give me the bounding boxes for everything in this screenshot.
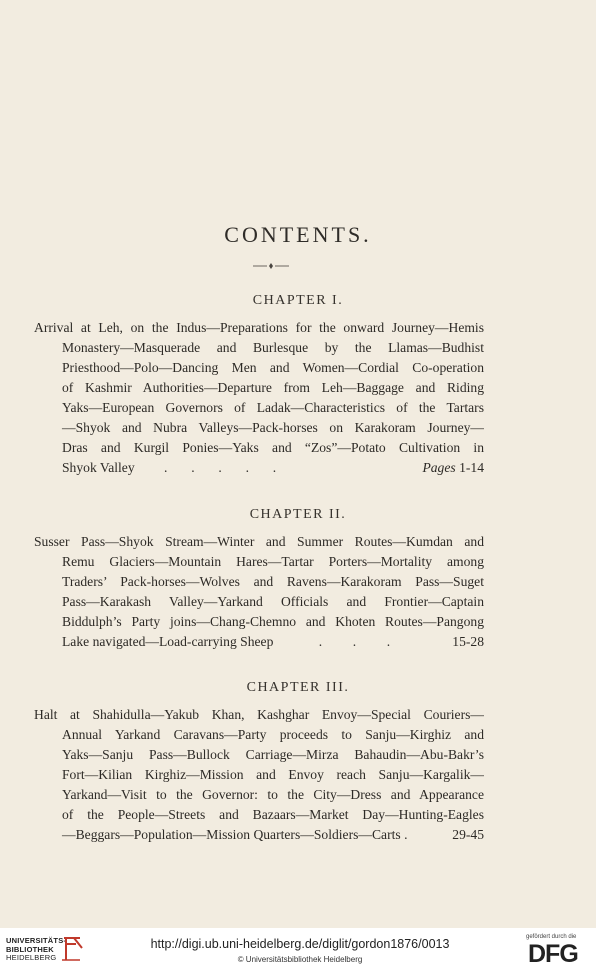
summary-line: Yaks—Sanju Pass—Bullock Carriage—Mirza Bahaudin—Abu-Bakr’s xyxy=(62,747,484,762)
summary-text: Lake navigated—Load-carrying Sheep xyxy=(62,634,274,649)
summary-text: —Beggars—Population—Mission Quarters—Soldiers—Carts . xyxy=(62,827,408,842)
chapter-3-heading: CHAPTER III. xyxy=(246,680,350,695)
library-name xyxy=(6,937,66,963)
contents-title: CONTENTS. xyxy=(224,222,372,247)
summary-line-last xyxy=(34,458,484,478)
summary-line: Yaks—European Governors of Ladak—Characteristics of the Tartars xyxy=(62,400,484,415)
ornament-divider xyxy=(253,262,289,270)
chapter-1-heading: CHAPTER I. xyxy=(252,293,344,308)
summary-line: Dras and Kurgil Ponies—Yaks and “Zos”—Potato Cultivation in xyxy=(62,440,484,455)
permalink-url[interactable]: http://digi.ub.uni-heidelberg.de/diglit/gordon1876/0013 xyxy=(150,937,450,951)
dfg-logo: DFG xyxy=(528,940,578,968)
summary-line: Annual Yarkand Caravans—Party proceeds to Sanju—Kirghiz and xyxy=(62,727,484,742)
summary-line: Remu Glaciers—Mountain Hares—Tartar Porters—Mortality among xyxy=(62,554,484,569)
funding-note: gefördert durch die xyxy=(526,934,577,940)
library-line-2: BIBLIOTHEK xyxy=(6,944,54,954)
summary-line: Biddulph’s Party joins—Chang-Chemno and Khoten Routes—Pangong xyxy=(62,614,484,629)
page-range xyxy=(422,458,484,478)
summary-line: Yarkand—Visit to the Governor: to the City—Dress and Appearance xyxy=(62,787,484,802)
library-line-1: UNIVERSITÄTS- xyxy=(6,936,67,945)
summary-line: Priesthood—Polo—Dancing Men and Women—Cordial Co-operation xyxy=(62,360,484,375)
summary-line: Arrival at Leh, on the Indus—Preparations for the onward Journey—Hemis xyxy=(34,320,484,335)
chapter-2-summary xyxy=(34,532,484,652)
library-line-3: HEIDELBERG xyxy=(6,953,57,962)
library-logo-icon xyxy=(60,934,84,964)
pages-label: Pages xyxy=(422,460,456,475)
leader-dots: . . . xyxy=(318,634,391,649)
summary-line: Halt at Shahidulla—Yakub Khan, Kashghar Envoy—Special Couriers— xyxy=(34,707,484,722)
summary-line: of Kashmir Authorities—Departure from Leh—Baggage and Riding xyxy=(62,380,484,395)
summary-line: Monastery—Masquerade and Burlesque by the Llamas—Budhist xyxy=(62,340,484,355)
leader-dots: . . . . . xyxy=(164,460,277,475)
viewer-footer xyxy=(0,928,596,971)
copyright-notice: © Universitätsbibliothek Heidelberg xyxy=(237,955,363,964)
page-numbers: 15-28 xyxy=(452,634,484,649)
chapter-3-summary xyxy=(34,705,484,845)
summary-line: Fort—Kilian Kirghiz—Mission and Envoy reach Sanju—Kargalik— xyxy=(62,767,484,782)
summary-line: Susser Pass—Shyok Stream—Winter and Summer Routes—Kumdan and xyxy=(34,534,484,549)
summary-line: Pass—Karakash Valley—Yarkand Officials and Frontier—Captain xyxy=(62,594,484,609)
chapter-1-summary xyxy=(34,318,484,478)
page-numbers: 1-14 xyxy=(459,460,484,475)
summary-line-last xyxy=(34,632,484,652)
summary-text: Shyok Valley xyxy=(62,460,135,475)
summary-line: Traders’ Pack-horses—Wolves and Ravens—Karakoram Pass—Suget xyxy=(62,574,484,589)
summary-line-last xyxy=(34,825,484,845)
chapter-2-heading: CHAPTER II. xyxy=(249,507,347,522)
summary-line: —Shyok and Nubra Valleys—Pack-horses on Karakoram Journey— xyxy=(62,420,484,435)
summary-line: of the People—Streets and Bazaars—Market Day—Hunting-Eagles xyxy=(62,807,484,822)
page-numbers: 29-45 xyxy=(452,827,484,842)
